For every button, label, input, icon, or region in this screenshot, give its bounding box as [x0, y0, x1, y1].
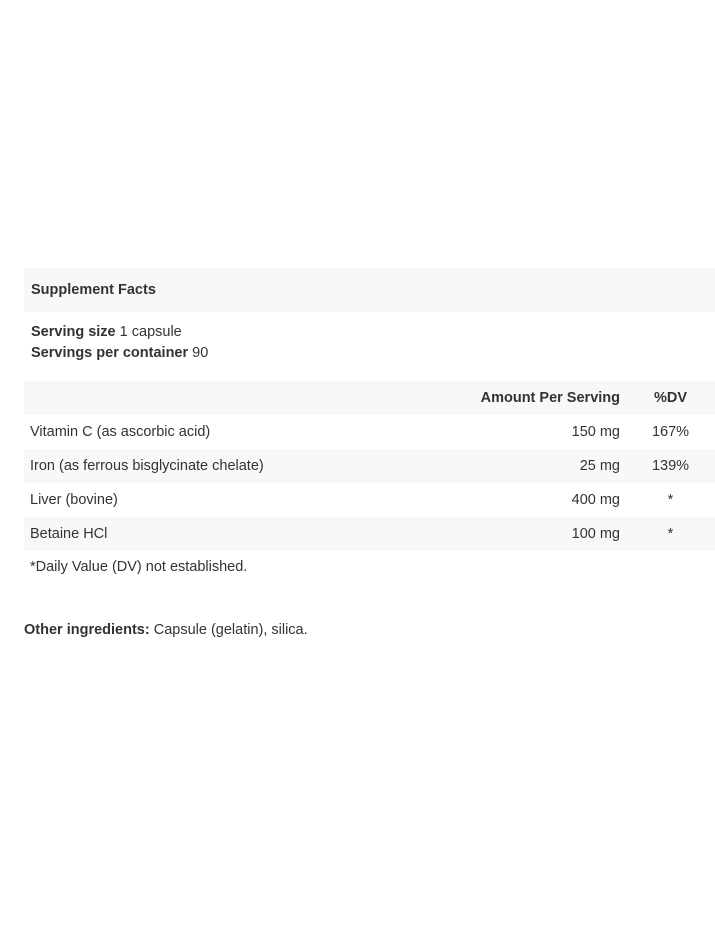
nutrient-dv: 167%: [651, 424, 690, 440]
daily-value-note: *Daily Value (DV) not established.: [30, 559, 248, 575]
supplement-facts-panel: [24, 268, 715, 585]
serving-size-value: 1 capsule: [119, 324, 182, 340]
other-ingredients-value: Capsule (gelatin), silica.: [153, 622, 308, 638]
serving-size-label: Serving size: [31, 324, 116, 340]
nutrient-name: Betaine HCl: [30, 526, 108, 542]
other-ingredients-label: Other ingredients:: [24, 622, 150, 638]
nutrient-amount: 100 mg: [571, 526, 620, 542]
nutrient-name: Vitamin C (as ascorbic acid): [30, 424, 211, 440]
nutrient-table-header: [24, 381, 715, 415]
servings-per-container: [31, 343, 708, 364]
serving-info: [24, 312, 715, 371]
nutrient-name: Iron (as ferrous bisglycinate chelate): [30, 458, 264, 474]
nutrient-dv: *: [667, 526, 674, 542]
nutrient-table: [24, 381, 715, 551]
table-row: [24, 415, 715, 449]
servings-per-container-label: Servings per container: [31, 345, 189, 361]
nutrient-dv: 139%: [651, 458, 690, 474]
nutrient-amount: 400 mg: [571, 492, 620, 508]
header-name: [24, 381, 420, 415]
nutrient-amount: 150 mg: [571, 424, 620, 440]
table-row: [24, 449, 715, 483]
nutrient-name: Liver (bovine): [30, 492, 118, 508]
nutrient-dv: *: [667, 492, 674, 508]
table-row: [24, 483, 715, 517]
nutrient-amount: 25 mg: [579, 458, 620, 474]
servings-per-container-value: 90: [192, 345, 209, 361]
serving-size: [31, 322, 708, 343]
header-amount: Amount Per Serving: [480, 390, 620, 406]
header-dv: %DV: [653, 390, 688, 406]
supplement-facts-title: Supplement Facts: [24, 268, 715, 312]
table-row: [24, 517, 715, 551]
other-ingredients: [24, 620, 715, 641]
